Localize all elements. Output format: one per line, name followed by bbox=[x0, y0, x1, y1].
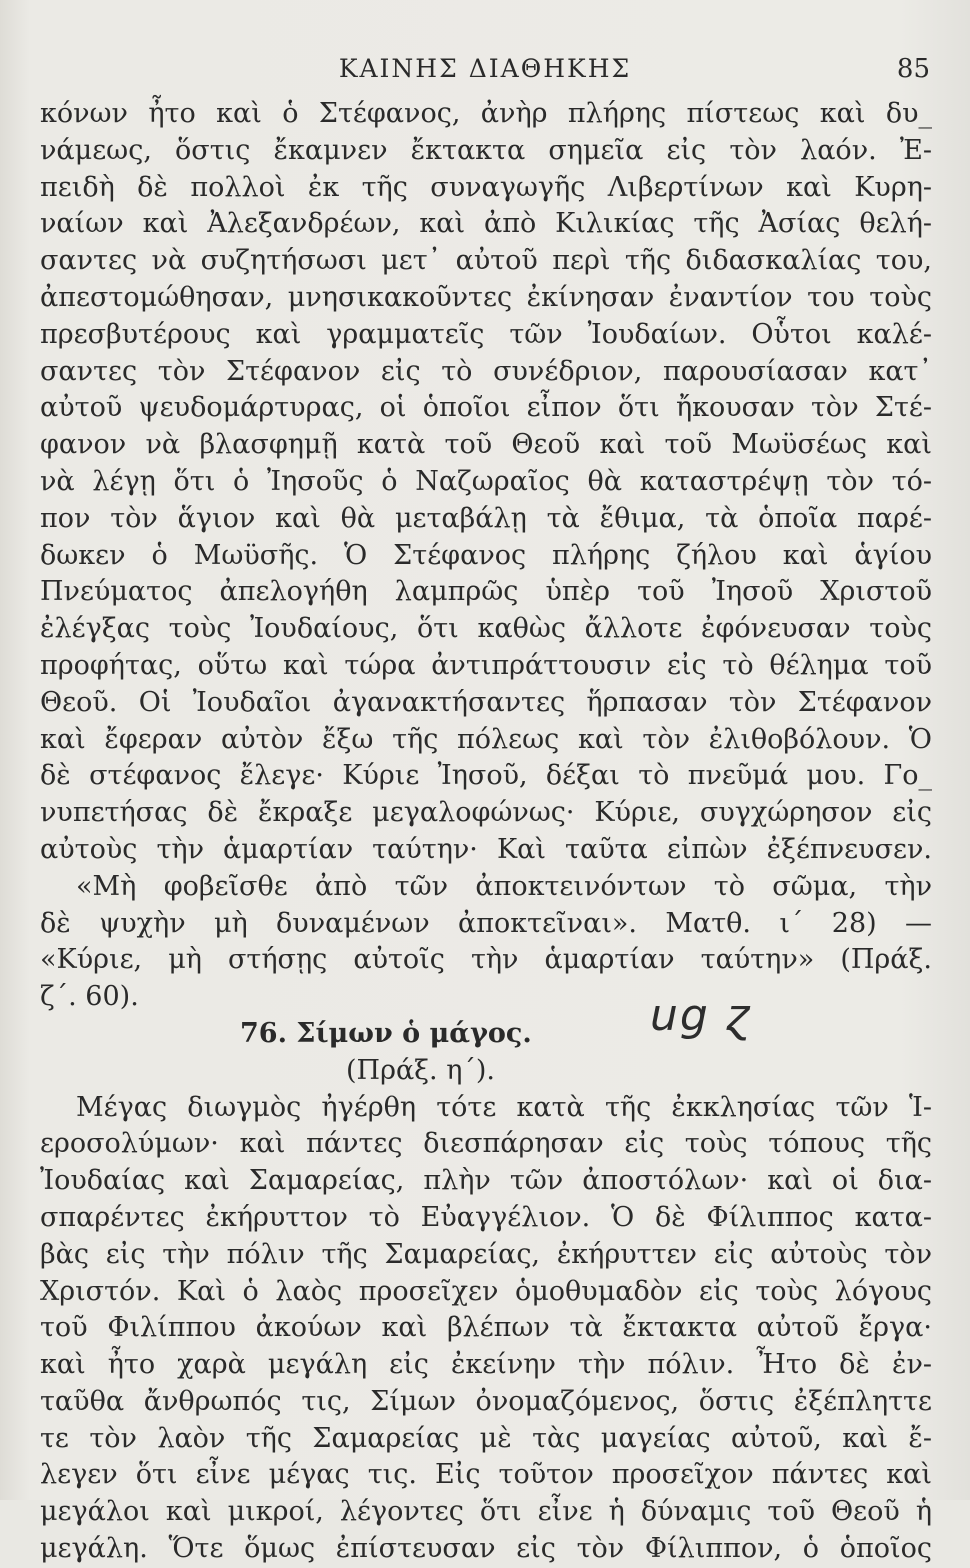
text-line: πρεσβυτέρους καὶ γραμματεῖς τῶν Ἰουδαίων. Οὗτοι καλέ- bbox=[40, 318, 932, 350]
text-line: σαντες νὰ συζητήσωσι μετ᾽ αὐτοῦ περὶ τῆς διδασκαλίας του, bbox=[40, 245, 932, 277]
text-line: κόνων ἦτο καὶ ὁ Στέφανος, ἀνὴρ πλήρης πίστεως καὶ δυ_ bbox=[40, 98, 932, 129]
text-line: νάμεως, ὅστις ἔκαμνεν ἔκτακτα σημεῖα εἰς τὸν λαόν. Ἐ- bbox=[40, 134, 932, 166]
text-line: λεγεν ὅτι εἶνε μέγας τις. Εἰς τοῦτον προσεῖχον πάντες καὶ bbox=[40, 1459, 932, 1491]
text-line: πον τὸν ἅγιον καὶ θὰ μεταβάλῃ τὰ ἔθιμα, τὰ ὁποῖα παρέ- bbox=[40, 502, 932, 534]
text-line: Χριστόν. Καὶ ὁ λαὸς προσεῖχεν ὁμοθυμαδὸν εἰς τοὺς λόγους bbox=[40, 1275, 932, 1307]
quote-line: δὲ ψυχὴν μὴ δυναμένων ἀποκτεῖναι». Ματθ. ι΄ 28) — bbox=[40, 907, 932, 939]
text-line: νυπετήσας δὲ ἔκραξε μεγαλοφώνως· Κύριε, συγχώρησον εἰς bbox=[40, 797, 932, 829]
text-line: Θεοῦ. Οἱ Ἰουδαῖοι ἀγανακτήσαντες ἥρπασαν τὸν Στέφανον bbox=[40, 686, 932, 718]
text-line: εροσολύμων· καὶ πάντες διεσπάρησαν εἰς τοὺς τόπους τῆς bbox=[40, 1128, 932, 1160]
text-line: Μέγας διωγμὸς ἠγέρθη τότε κατὰ τῆς ἐκκλησίας τῶν Ἱ- bbox=[76, 1091, 932, 1123]
text-line: καὶ ἦτο χαρὰ μεγάλη εἰς ἐκείνην τὴν πόλιν. Ἦτο δὲ ἐν- bbox=[40, 1349, 932, 1381]
text-line: σπαρέντες ἐκήρυττον τὸ Εὐαγγέλιον. Ὁ δὲ Φίλιππος κατα- bbox=[40, 1201, 932, 1233]
text-line: ταῦθα ἄνθρωπός τις, Σίμων ὀνομαζόμενος, ὅστις ἐξέπληττε bbox=[40, 1385, 932, 1417]
text-line: τε τὸν λαὸν τῆς Σαμαρείας μὲ τὰς μαγείας αὐτοῦ, καὶ ἔ- bbox=[40, 1422, 932, 1454]
section-heading: 76. Σίμων ὁ μάγος. bbox=[240, 1017, 532, 1049]
text-line: σαντες τὸν Στέφανον εἰς τὸ συνέδριον, παρουσίασαν κατ᾽ bbox=[40, 355, 932, 387]
text-line: μεγάλη. Ὅτε ὅμως ἐπίστευσαν εἰς τὸν Φίλιππον, ὁ ὁποῖος bbox=[40, 1533, 932, 1565]
quote-line: «Μὴ φοβεῖσθε ἀπὸ τῶν ἀποκτεινόντων τὸ σῶμα, τὴν bbox=[76, 870, 932, 902]
text-line: δωκεν ὁ Μωϋσῆς. Ὁ Στέφανος πλήρης ζήλου καὶ ἁγίου bbox=[40, 539, 932, 571]
text-block bbox=[40, 96, 932, 1568]
text-line: νὰ λέγῃ ὅτι ὁ Ἰησοῦς ὁ Ναζωραῖος θὰ καταστρέψῃ τὸν τό- bbox=[40, 465, 932, 497]
text-line: αὐτοῦ ψευδομάρτυρας, οἱ ὁποῖοι εἶπον ὅτι ἤκουσαν τὸν Στέ- bbox=[40, 392, 932, 424]
text-line: καὶ ἔφεραν αὐτὸν ἔξω τῆς πόλεως καὶ τὸν ἐλιθοβόλουν. Ὁ bbox=[40, 723, 932, 755]
text-line: δὲ στέφανος ἔλεγε· Κύριε Ἰησοῦ, δέξαι τὸ πνεῦμά μου. Γο_ bbox=[40, 760, 932, 792]
text-line: Ἰουδαίας καὶ Σαμαρείας, πλὴν τῶν ἀποστόλων· καὶ οἱ δια- bbox=[40, 1165, 932, 1197]
quote-line: «Κύριε, μὴ στήσῃς αὐτοῖς τὴν ἁμαρτίαν ταύτην» (Πράξ. bbox=[40, 944, 932, 976]
text-line: ναίων καὶ Ἀλεξανδρέων, καὶ ἀπὸ Κιλικίας τῆς Ἀσίας θελή- bbox=[40, 208, 932, 240]
text-line: μεγάλοι καὶ μικροί, λέγοντες ὅτι εἶνε ἡ δύναμις τοῦ Θεοῦ ἡ bbox=[40, 1496, 932, 1528]
page-number: 85 bbox=[896, 54, 930, 84]
text-line: ἀπεστομώθησαν, μνησικακοῦντες ἐκίνησαν ἐναντίον του τοὺς bbox=[40, 281, 932, 313]
text-line: βὰς εἰς τὴν πόλιν τῆς Σαμαρείας, ἐκήρυττεν εἰς αὐτοὺς τὸν bbox=[40, 1238, 932, 1270]
text-line: Πνεύματος ἀπελογήθη λαμπρῶς ὑπὲρ τοῦ Ἰησοῦ Χριστοῦ bbox=[40, 576, 932, 608]
text-line: ἐλέγξας τοὺς Ἰουδαίους, ὅτι καθὼς ἄλλοτε ἐφόνευσαν τοὺς bbox=[40, 613, 932, 645]
quote-line: ζ΄. 60). bbox=[40, 981, 139, 1013]
text-line: προφήτας, οὕτω καὶ τώρα ἀντιπράττουσιν εἰς τὸ θέλημα τοῦ bbox=[40, 649, 932, 681]
text-line: πειδὴ δὲ πολλοὶ ἐκ τῆς συναγωγῆς Λιβερτίνων καὶ Κυρη- bbox=[40, 171, 932, 203]
page-header bbox=[40, 50, 930, 94]
text-line: τοῦ Φιλίππου ἀκούων καὶ βλέπων τὰ ἔκτακτα αὐτοῦ ἔργα· bbox=[40, 1312, 932, 1344]
text-line: φανον νὰ βλασφημῇ κατὰ τοῦ Θεοῦ καὶ τοῦ Μωϋσέως καὶ bbox=[40, 429, 932, 461]
handwritten-note: ug ɀ bbox=[650, 989, 751, 1041]
running-title: ΚΑΙΝΗΣ ΔΙΑΘΗΚΗΣ bbox=[338, 54, 632, 83]
section-subheading: (Πράξ. η΄). bbox=[346, 1054, 496, 1086]
text-line: αὐτοὺς τὴν ἁμαρτίαν ταύτην· Καὶ ταῦτα εἰπὼν ἐξέπνευσεν. bbox=[40, 833, 932, 865]
